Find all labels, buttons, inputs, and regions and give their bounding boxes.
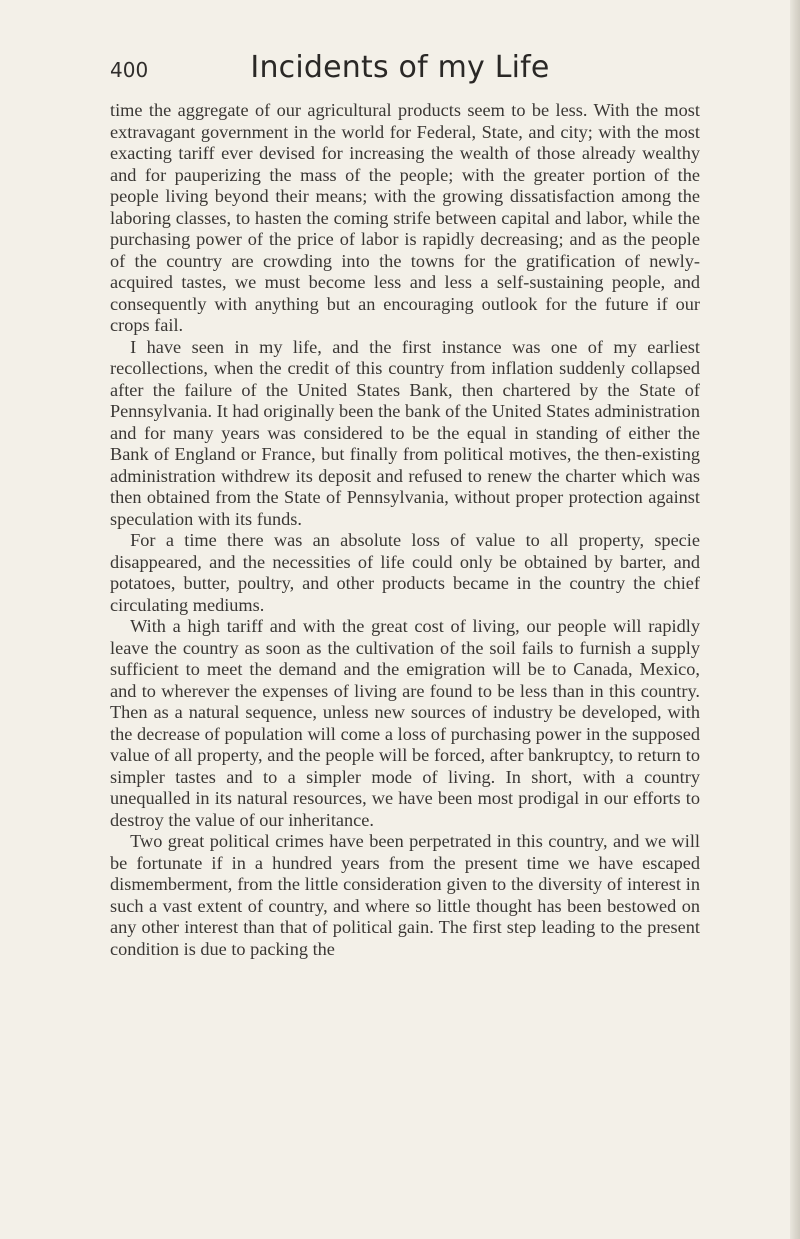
- body-text: [110, 100, 700, 960]
- page-header: [0, 50, 800, 100]
- running-title: Incidents of my Life: [250, 50, 550, 85]
- paragraph-continuation: time the aggregate of our agricultural products seem to be less. With the most extravagant government in the world for Federal, State, and city; with the most exacting tariff ever devised for increasing the wealth of those already wealthy and for pauperizing the mass of the people; with the greater portion of the people living beyond their means; with the growing dissatisfaction among the laboring classes, to hasten the coming strife between capital and labor, while the purchasing power of the price of labor is rapidly decreasing; and as the people of the country are crowding into the towns for the gratification of newly-acquired tastes, we must become less and less a self-sustaining people, and consequently with anything but an encouraging outlook for the future if our crops fail.: [110, 100, 700, 335]
- paragraph: I have seen in my life, and the first instance was one of my earliest recollections, when the credit of this country from inflation suddenly collapsed after the failure of the United States Bank, then chartered by the State of Pennsylvania. It had originally been the bank of the United States administration and for many years was considered to be the equal in standing of either the Bank of England or France, but finally from political motives, the then-existing administration withdrew its deposit and refused to renew the charter which was then obtained from the State of Pennsylvania, without proper protection against speculation with its funds.: [110, 336, 700, 529]
- page-edge-shadow: [790, 0, 800, 1239]
- paragraph: With a high tariff and with the great cost of living, our people will rapidly leave the country as soon as the cultivation of the soil fails to furnish a supply sufficient to meet the demand and the emigration will be to Canada, Mexico, and to wherever the expenses of living are found to be less than in this country. Then as a natural sequence, unless new sources of industry be developed, with the decrease of population will come a loss of purchasing power in the supposed value of all property, and the people will be forced, after bankruptcy, to return to simpler tastes and to a simpler mode of living. In short, with a country unequalled in its natural resources, we have been most prodigal in our efforts to destroy the value of our inheritance.: [110, 616, 700, 830]
- paragraph: Two great political crimes have been perpetrated in this country, and we will be fortunate if in a hundred years from the present time we have escaped dismemberment, from the little consideration given to the diversity of interest in such a vast extent of country, and where so little thought has been bestowed on any other interest than that of political gain. The first step leading to the present condition is due to packing the: [110, 831, 700, 959]
- paragraph: For a time there was an absolute loss of value to all property, specie disappeared, and the necessities of life could only be obtained by barter, and potatoes, butter, poultry, and other products became in the country the chief circulating mediums.: [110, 530, 700, 615]
- page-number: 400: [110, 58, 149, 82]
